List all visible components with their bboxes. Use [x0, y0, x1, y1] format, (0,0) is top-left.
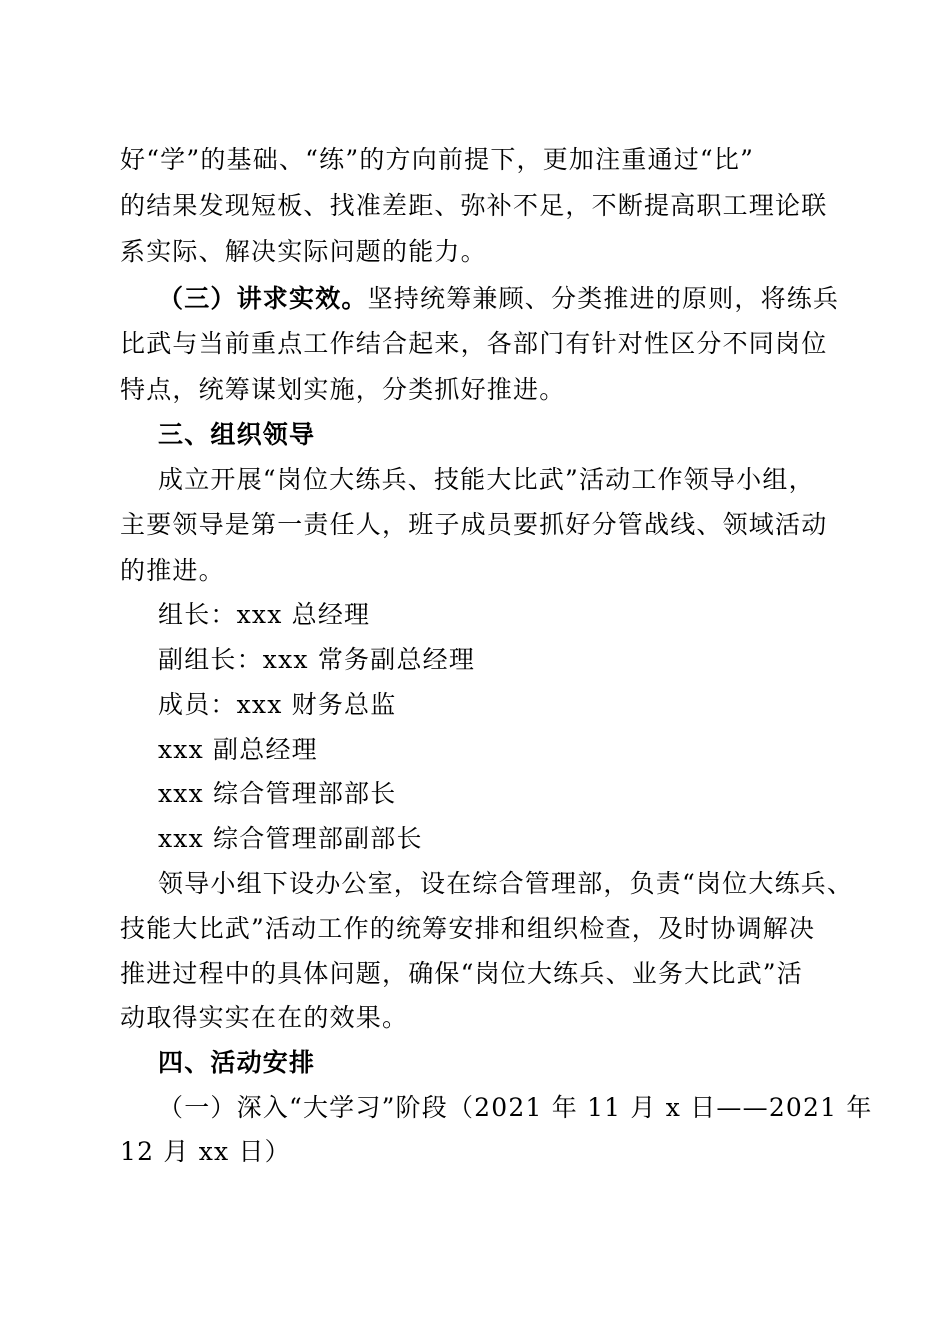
paragraph-line: 好“学”的基础、“练”的方向前提下，更加注重通过“比” — [120, 145, 755, 174]
paragraph-line: 领导小组下设办公室，设在综合管理部，负责“岗位大练兵、 — [158, 869, 854, 898]
member-line: 副组长：xxx 常务副总经理 — [158, 645, 476, 674]
paragraph-line: 比武与当前重点工作结合起来，各部门有针对性区分不同岗位 — [120, 329, 828, 358]
paragraph-line — [158, 276, 839, 322]
member-line: xxx 综合管理部副部长 — [158, 824, 423, 853]
subsection-heading: （一）深入“大学习”阶段（2021 年 11 月 x 日——2021 年 — [158, 1093, 873, 1122]
member-line: 组长：xxx 总经理 — [158, 600, 371, 629]
paragraph-line: 动取得实实在在的效果。 — [120, 1003, 409, 1032]
paragraph-line: 主要领导是第一责任人，班子成员要抓好分管战线、领域活动 — [120, 510, 828, 539]
paragraph-line: 12 月 xx 日） — [120, 1137, 291, 1166]
paragraph-line: 技能大比武”活动工作的统筹安排和组织检查，及时协调解决 — [120, 914, 816, 943]
section-heading: 四、活动安排 — [158, 1048, 316, 1077]
member-line: xxx 副总经理 — [158, 735, 318, 764]
member-line: 成员：xxx 财务总监 — [158, 690, 397, 719]
paragraph-text: 坚持统筹兼顾、分类推进的原则，将练兵 — [367, 284, 840, 313]
paragraph-line: 的推进。 — [120, 556, 225, 585]
subsection-heading: （三）讲求实效。 — [158, 284, 368, 313]
paragraph-line: 特点，统筹谋划实施，分类抓好推进。 — [120, 375, 566, 404]
paragraph-line: 成立开展“岗位大练兵、技能大比武”活动工作领导小组， — [158, 465, 815, 494]
paragraph-line: 系实际、解决实际问题的能力。 — [120, 237, 487, 266]
paragraph-line: 的结果发现短板、找准差距、弥补不足，不断提高职工理论联 — [120, 191, 828, 220]
paragraph-line: 推进过程中的具体问题，确保“岗位大练兵、业务大比武”活 — [120, 959, 803, 988]
member-line: xxx 综合管理部部长 — [158, 779, 397, 808]
section-heading: 三、组织领导 — [158, 420, 316, 449]
